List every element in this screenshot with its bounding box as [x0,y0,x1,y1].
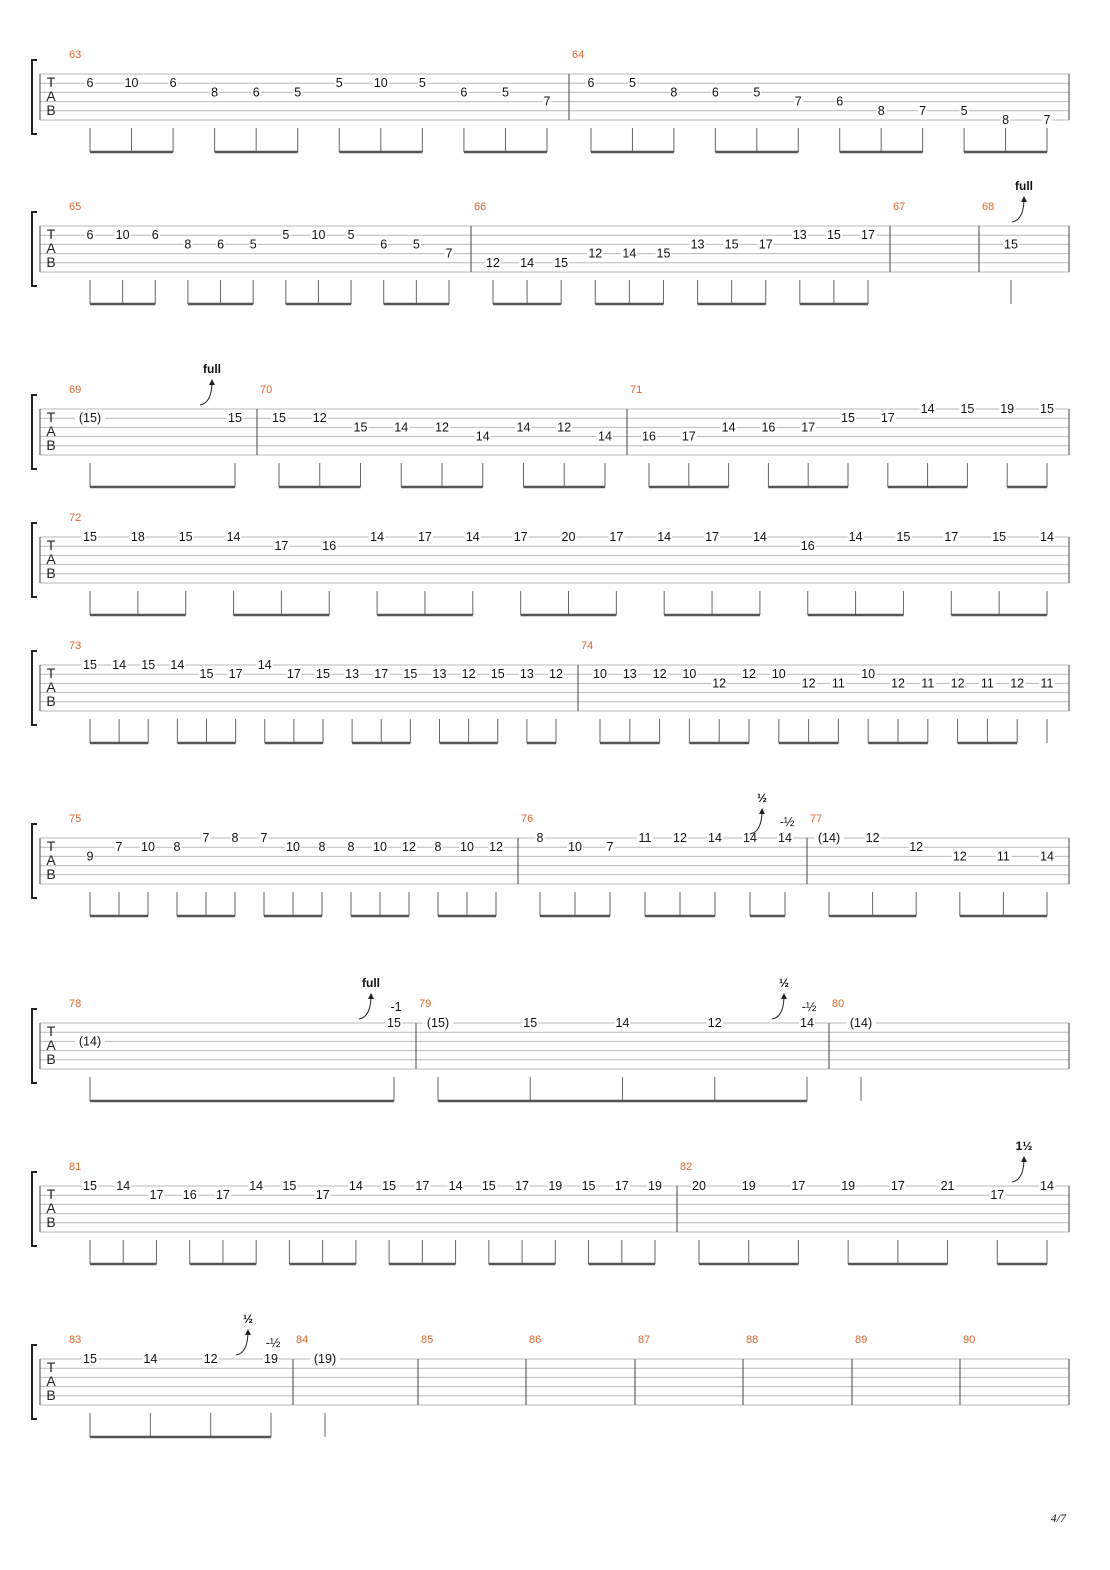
bend-arrowhead [209,379,215,385]
fret-number: 10 [115,228,130,243]
bend-arrowhead [1021,1156,1027,1162]
fret-number: 12 [891,676,905,691]
fret-number: 15 [228,411,242,426]
fret-number: 19 [648,1179,662,1193]
fret-number: 5 [294,85,302,100]
tab-clef-letter: T [46,1359,56,1375]
fret-number: 15 [656,246,671,261]
system-bracket [32,395,37,469]
measure-number: 83 [69,1334,82,1346]
fret-number: 6 [252,85,260,100]
tab-clef-letter: T [46,409,56,425]
fret-number: 14 [465,530,480,544]
fret-number: 17 [861,228,875,243]
measure-number: 86 [529,1334,542,1346]
fret-number: 10 [373,840,387,855]
measure-number: 81 [69,1161,82,1173]
bend-arrowhead [245,1329,251,1335]
fret-number: 17 [149,1188,164,1203]
measure-number: 80 [832,998,845,1010]
fret-number: 12 [486,255,500,270]
release-label: -1 [390,1000,402,1014]
fret-number: 12 [312,411,327,426]
fret-number: 19 [841,1179,856,1193]
fret-number: 14 [708,831,722,845]
page-number: 4/7 [1050,1511,1066,1525]
measure-number: 79 [419,998,432,1010]
fret-number: 6 [169,76,177,91]
fret-number: 19 [548,1179,563,1193]
fret-number: 15 [896,530,911,544]
fret-number: 10 [141,840,155,855]
fret-number: 14 [257,658,272,672]
fret-number: 18 [130,530,145,544]
fret-number: 15 [403,667,418,682]
fret-number: 5 [347,228,355,243]
fret-number: 6 [217,237,225,252]
fret-number: 8 [434,840,442,855]
fret-number: (14) [849,1016,873,1030]
bend-label: ½ [778,976,790,990]
fret-number: 14 [394,420,409,435]
fret-number: 13 [432,667,447,682]
fret-number: 6 [86,228,94,243]
fret-number: (19) [313,1352,337,1366]
fret-number: 17 [791,1179,806,1193]
fret-number: 13 [690,237,705,252]
tab-clef-letter: B [46,1214,56,1230]
fret-number: 17 [274,539,289,554]
fret-number: 20 [561,530,576,544]
fret-number: 17 [890,1179,905,1193]
fret-number: 7 [260,831,268,845]
fret-number: 6 [151,228,159,243]
measure-number: 66 [474,201,487,213]
fret-number: 13 [792,228,807,243]
fret-number: 6 [460,85,468,100]
fret-number: 15 [387,1016,401,1030]
fret-number: 10 [124,76,139,91]
fret-number: 9 [86,849,94,864]
fret-number: 14 [920,402,935,416]
tab-clef-letter: A [46,423,56,439]
system-bracket [32,824,37,898]
fret-number: 12 [652,667,667,682]
tab-clef-letter: T [46,226,56,242]
fret-number: 12 [549,667,563,682]
fret-number: 14 [448,1179,463,1193]
measure-number: 64 [572,49,585,61]
fret-number: 17 [374,667,389,682]
fret-number: 12 [203,1352,218,1366]
fret-number: 12 [557,420,572,435]
tab-clef-letter: T [46,1023,56,1039]
tab-clef-letter: A [46,1037,56,1053]
fret-number: 5 [960,103,968,118]
fret-number: 15 [481,1179,496,1193]
fret-number: 15 [581,1179,596,1193]
fret-number: 19 [1000,402,1015,416]
fret-number: 10 [593,667,607,682]
fret-number: 14 [752,530,767,544]
measure-number: 76 [521,813,534,825]
fret-number: 8 [347,840,355,855]
fret-number: 15 [841,411,855,426]
fret-number: 12 [742,667,756,682]
fret-number: 12 [435,420,449,435]
fret-number: 12 [909,840,924,855]
fret-number: 6 [380,237,388,252]
fret-number: 6 [711,85,719,100]
fret-number: 14 [598,429,612,444]
fret-number: 15 [960,402,975,416]
system-bracket [32,60,37,134]
measure-number: 71 [630,384,643,396]
fret-number: 8 [670,85,678,100]
fret-number: 12 [952,849,967,864]
fret-number: 8 [318,840,326,855]
fret-number: 10 [311,228,326,243]
fret-number: 17 [228,667,243,682]
tab-clef-letter: B [46,866,56,882]
fret-number: 14 [615,1016,630,1030]
fret-number: 16 [761,420,776,435]
fret-number: 12 [489,840,503,855]
fret-number: 14 [1040,530,1054,544]
tab-clef-letter: T [46,74,56,90]
fret-number: 7 [202,831,210,845]
fret-number: 5 [753,85,761,100]
fret-number: 15 [199,667,214,682]
fret-number: 15 [724,237,739,252]
fret-number: 8 [536,831,544,845]
fret-number: 7 [445,246,453,261]
fret-number: 12 [950,676,965,691]
system-bracket [32,1345,37,1419]
tab-clef-letter: B [46,254,56,270]
measure-number: 89 [855,1334,868,1346]
measure-number: 65 [69,201,82,213]
fret-number: 6 [587,76,595,91]
release-label: -½ [801,1000,817,1014]
tab-clef-letter: T [46,838,56,854]
fret-number: 8 [184,237,192,252]
tab-clef-letter: A [46,240,56,256]
fret-number: 12 [801,676,816,691]
fret-number: 14 [743,831,757,845]
fret-number: 8 [877,103,885,118]
measure-number: 82 [680,1161,693,1173]
fret-number: 7 [919,103,927,118]
fret-number: 19 [264,1352,278,1366]
tab-clef-letter: A [46,679,56,695]
fret-number: 14 [778,831,792,845]
measure-number: 77 [810,813,823,825]
bend-label: ½ [242,1312,254,1326]
fret-number: 7 [606,840,614,855]
measure-number: 78 [69,998,82,1010]
tab-clef-letter: A [46,1200,56,1216]
measure-number: 85 [421,1334,434,1346]
fret-number: 17 [801,420,816,435]
fret-number: 10 [861,667,876,682]
fret-number: 5 [335,76,343,91]
bend-label: 1½ [1015,1139,1033,1153]
system-bracket [32,523,37,597]
tab-clef-letter: A [46,551,56,567]
fret-number: 15 [554,255,569,270]
fret-number: 15 [316,667,330,682]
fret-number: 15 [523,1016,538,1030]
fret-number: 10 [286,840,300,855]
fret-number: 17 [705,530,720,544]
fret-number: 15 [141,658,156,672]
fret-number: 10 [568,840,582,855]
fret-number: 14 [848,530,863,544]
fret-number: 15 [83,1352,97,1366]
fret-number: 14 [657,530,672,544]
bend-label: ½ [756,791,768,805]
fret-number: 13 [622,667,637,682]
fret-number: 14 [143,1352,158,1366]
fret-number: 12 [1010,676,1025,691]
fret-number: 13 [345,667,360,682]
fret-number: 14 [1040,849,1054,864]
tab-clef-letter: T [46,665,56,681]
fret-number: 17 [286,667,301,682]
fret-number: 14 [475,429,490,444]
fret-number: 14 [370,530,385,544]
tab-clef-letter: B [46,437,56,453]
fret-number: 8 [173,840,181,855]
fret-number: 5 [628,76,636,91]
measure-number: 73 [69,640,82,652]
measure-number: 70 [260,384,273,396]
fret-number: 10 [460,840,474,855]
bend-arrowhead [781,993,787,999]
measure-number: 87 [638,1334,651,1346]
tab-clef-letter: A [46,1373,56,1389]
tab-clef-letter: A [46,852,56,868]
fret-number: (14) [78,1034,102,1049]
fret-number: 11 [1040,676,1054,691]
bend-label: full [362,976,380,990]
fret-number: 15 [272,411,286,426]
measure-number: 68 [982,201,995,213]
tab-clef-letter: T [46,537,56,553]
fret-number: 10 [682,667,697,682]
tab-clef-letter: A [46,88,56,104]
system-bracket [32,651,37,725]
fret-number: 17 [315,1188,330,1203]
fret-number: 5 [418,76,426,91]
fret-number: 12 [402,840,416,855]
fret-number: 14 [800,1016,814,1030]
fret-number: 7 [1043,113,1051,127]
fret-number: 10 [373,76,388,91]
fret-number: 5 [249,237,257,252]
fret-number: 16 [642,429,656,444]
fret-number: 14 [112,658,127,672]
measure-number: 75 [69,813,82,825]
fret-number: 5 [501,85,509,100]
tab-clef-letter: B [46,693,56,709]
fret-number: 15 [83,658,97,672]
fret-number: 8 [231,831,239,845]
measure-number: 67 [893,201,906,213]
system-bracket [32,1172,37,1246]
fret-number: 14 [516,420,531,435]
fret-number: 14 [1040,1179,1054,1193]
fret-number: 17 [215,1188,230,1203]
fret-number: 17 [513,530,528,544]
fret-number: 14 [721,420,736,435]
bend-arrowhead [1021,196,1027,202]
fret-number: 7 [794,94,802,109]
fret-number: 17 [990,1188,1005,1203]
fret-number: 17 [944,530,959,544]
fret-number: 15 [1040,402,1054,416]
fret-number: 14 [622,246,637,261]
fret-number: 15 [1004,237,1018,252]
fret-number: 15 [353,420,368,435]
fret-number: 17 [415,1179,430,1193]
fret-number: (15) [426,1016,450,1030]
fret-number: 17 [609,530,624,544]
release-label: -½ [779,815,795,829]
fret-number: 6 [86,76,94,91]
bend-arrowhead [368,993,374,999]
measure-number: 63 [69,49,82,61]
fret-number: 10 [771,667,786,682]
fret-number: 14 [520,255,535,270]
measure-number: 90 [963,1334,976,1346]
fret-number: 5 [282,228,290,243]
system-bracket [32,1009,37,1083]
fret-number: 17 [515,1179,530,1193]
fret-number: 12 [865,831,880,845]
system-bracket [32,212,37,286]
fret-number: 11 [638,831,652,845]
fret-number: 12 [588,246,603,261]
fret-number: 14 [249,1179,264,1193]
measure-number: 74 [581,640,594,652]
fret-number: 14 [226,530,241,544]
measure-number: 72 [69,512,82,524]
fret-number: 17 [417,530,432,544]
fret-number: 13 [519,667,534,682]
tab-clef-letter: B [46,1051,56,1067]
tab-clef-letter: B [46,102,56,118]
fret-number: 11 [921,676,935,691]
fret-number: 14 [348,1179,363,1193]
fret-number: 14 [170,658,185,672]
fret-number: 11 [980,676,994,691]
fret-number: (14) [817,831,841,845]
fret-number: 5 [412,237,420,252]
bend-label: full [1015,179,1033,193]
fret-number: 16 [800,539,815,554]
fret-number: (15) [78,411,102,426]
fret-number: 15 [490,667,505,682]
fret-number: 17 [614,1179,629,1193]
fret-number: 8 [211,85,219,100]
measure-number: 69 [69,384,82,396]
fret-number: 15 [83,530,97,544]
fret-number: 16 [322,539,337,554]
fret-number: 12 [461,667,476,682]
fret-number: 7 [543,94,551,109]
release-label: -½ [265,1336,281,1350]
fret-number: 15 [178,530,193,544]
tab-clef-letter: T [46,1186,56,1202]
fret-number: 14 [116,1179,131,1193]
fret-number: 15 [992,530,1007,544]
fret-number: 12 [673,831,687,845]
fret-number: 15 [382,1179,397,1193]
fret-number: 15 [282,1179,297,1193]
bend-arrowhead [759,808,765,814]
fret-number: 15 [826,228,841,243]
fret-number: 6 [836,94,844,109]
fret-number: 11 [831,676,845,691]
fret-number: 8 [1002,113,1010,127]
fret-number: 12 [712,676,727,691]
fret-number: 21 [940,1179,955,1193]
fret-number: 19 [741,1179,756,1193]
measure-number: 84 [296,1334,309,1346]
fret-number: 16 [182,1188,197,1203]
fret-number: 11 [996,849,1010,864]
fret-number: 20 [692,1179,706,1193]
tab-clef-letter: B [46,1387,56,1403]
fret-number: 12 [707,1016,722,1030]
bend-label: full [203,362,221,376]
fret-number: 17 [880,411,895,426]
fret-number: 17 [758,237,773,252]
measure-number: 88 [746,1334,759,1346]
fret-number: 15 [83,1179,97,1193]
fret-number: 7 [115,840,123,855]
fret-number: 17 [681,429,696,444]
tab-clef-letter: B [46,565,56,581]
